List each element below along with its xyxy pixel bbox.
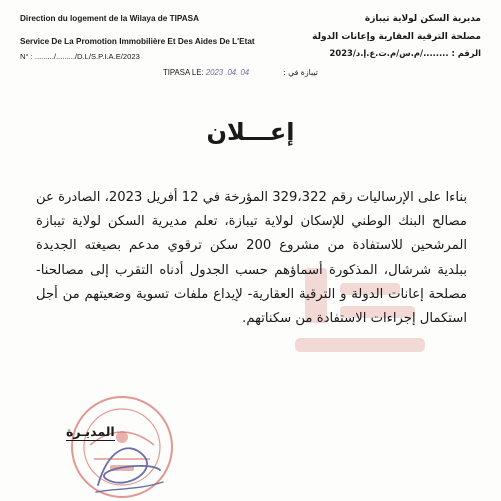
date-label-ar: تيبازة في : [283,68,318,77]
header-service-fr: Service De La Promotion Immobilière Et Des Aides De L'Etat [20,37,255,46]
announcement-title: إعـــلان [206,118,295,146]
date-line-fr [163,68,249,77]
body-paragraph: بناءا على الإرساليات رقم 329،322 المؤرخة في 12 أفريل 2023، الصادرة عن مصالح البنك الوطني للإسكان لولاية تيبازة، تعلم مديرية السكن لولاية تيبازة المرشحين للاستفادة من مشروع 200 سكن ترقوي مدعم بصيغته الجديدة ببلدية شرشال، المذكورة أسماؤهم حسب الجدول أدناه التقرب إلى مصالحنا- مصلحة إعانات الدولة و الترقية العقارية- لإيداع ملفات تسوية وضعيتهم من أجل استكمال إجراءات الاستفادة من سكناتهم. [36,190,468,327]
handwritten-signature [88,430,168,500]
header-reference-ar: الرقم : ......../م.س/م.ت.ع.إ.د/2023 [329,48,481,58]
header-direction-fr: Direction du logement de la Wilaya de TIPASA [20,14,200,23]
header-reference-fr: N° : ........./........./D.L/S.P.I.A.E/2023 [20,52,140,61]
date-label-fr: TIPASA LE: [163,68,204,77]
header-service-ar: مصلحة الترقية العقارية وإعانات الدولة [312,32,481,42]
date-value: 2023 .04. 04 [205,68,250,77]
header-direction-ar: مديرية السكن لولاية تيبازة [364,14,481,24]
signature-title: المديـرة [66,424,115,439]
announcement-body [36,186,467,331]
